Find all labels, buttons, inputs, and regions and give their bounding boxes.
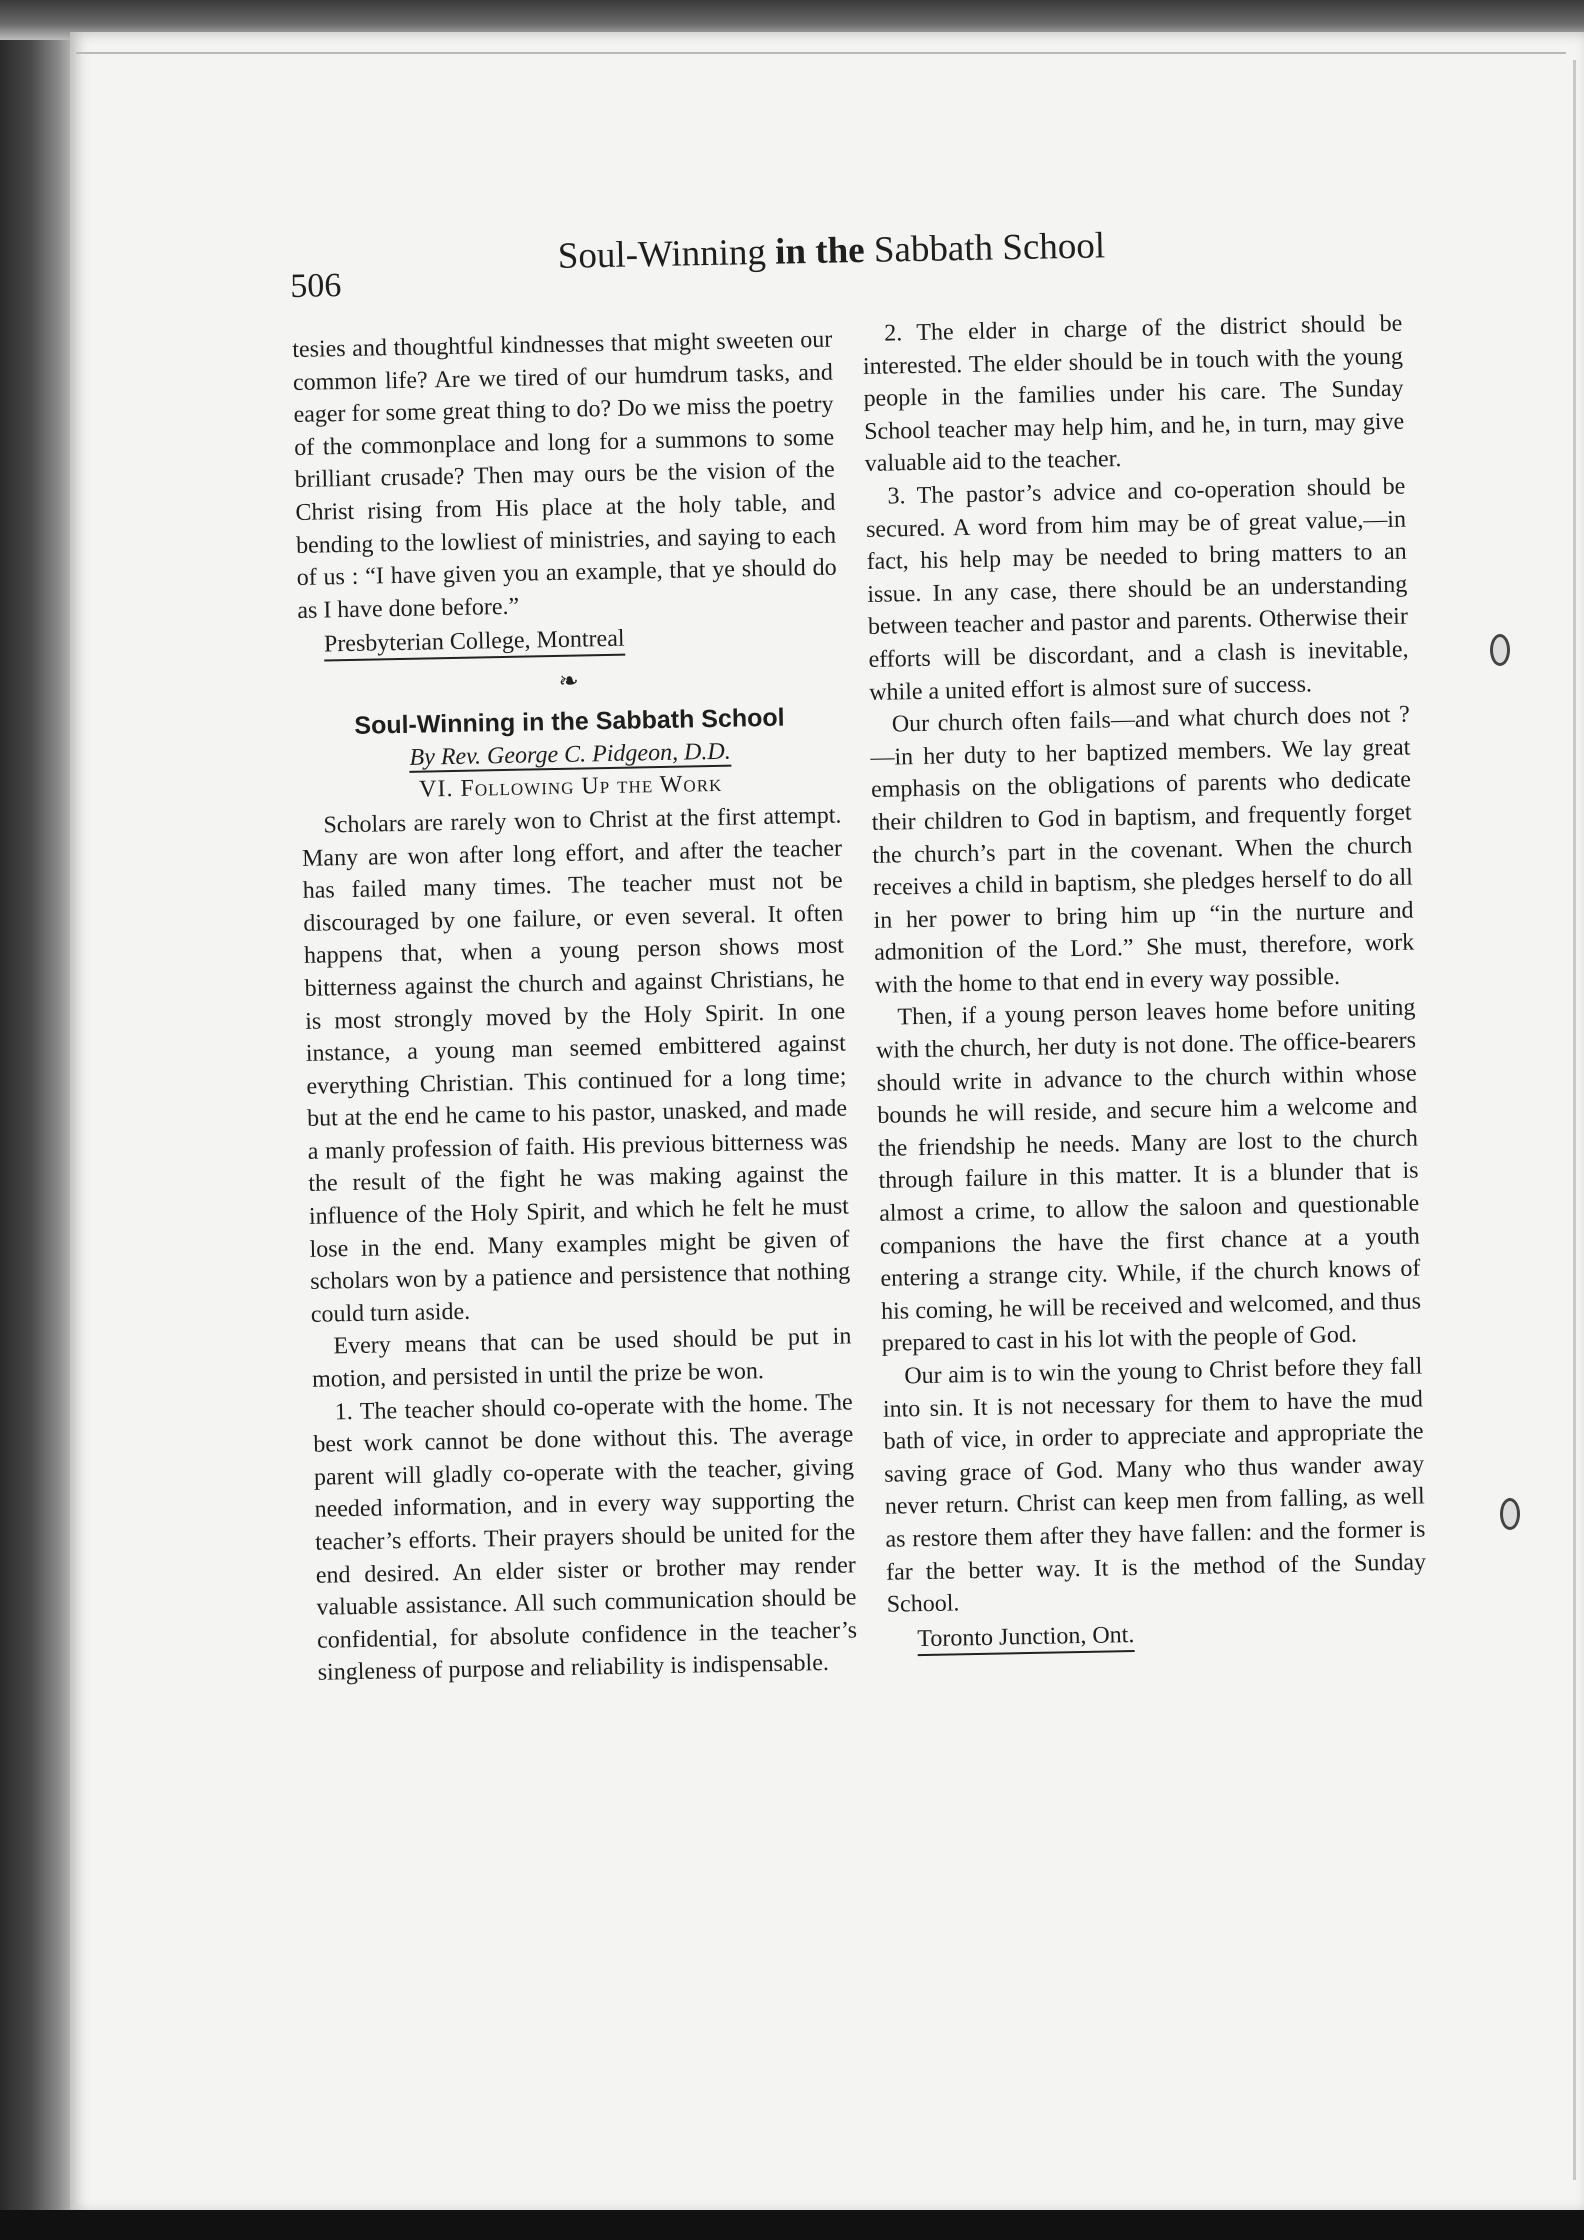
signature	[298, 623, 625, 661]
binding-hole-mark	[1500, 1498, 1520, 1530]
page-number: 506	[289, 267, 342, 305]
body-paragraph: 2. The elder in charge of the district should be interested. The elder should be in touch with the young people in the families under his care. The Sunday School teacher may help him, and he, in turn, may give valuable aid to the teacher.	[862, 310, 1405, 478]
body-paragraph: 3. The pastor’s advice and co-operation should be secured. A word from him may be of great value,—in fact, his help may be needed to bring matters to an issue. In any case, there should be an understanding between teacher and pastor and parents. Otherwise their efforts will be discordant, and a clash is inevitable, while a united effort is almost sure of success.	[865, 473, 1409, 706]
body-paragraph: Every means that can be used should be put in motion, and persisted in until the prize be won.	[311, 1323, 852, 1393]
running-title-post: Sabbath School	[864, 225, 1106, 271]
ornament-divider: ❧	[558, 668, 580, 695]
scan-bottom-border	[0, 2210, 1584, 2240]
running-title-pre: Soul-Winning	[557, 231, 776, 277]
place-signature	[887, 1619, 1135, 1656]
byline-text: By Rev. George C. Pidgeon, D.D.	[409, 738, 731, 771]
right-column	[862, 308, 1428, 1656]
article-title: Soul-Winning in the Sabbath School	[354, 703, 785, 740]
body-paragraph: Our aim is to win the young to Christ before they fall into sin. It is not necessary for them to have the mud bath of vice, in order to appreciate and appropriate the saving grace of God. Many who thus wander away never return. Christ can keep men from falling, as well as restore them after they have fallen: and the former is far the better way. It is the method of the Sunday School.	[882, 1353, 1427, 1618]
book-spine-shadow	[0, 0, 78, 2240]
binding-hole-mark	[1490, 634, 1510, 666]
intro-paragraph: tesies and thoughtful kindnesses that might sweeten our common life? Are we tired of our humdrum tasks, and eager for some great thing to do? Do we miss the poetry of the commonplace and long for a summons to some brilliant crusade? Then may ours be the vision of the Christ rising from His place at the holy table, and bending to the lowliest of ministries, and saying to each of us : “I have given you an example, that ye should do as I have done before.”	[292, 326, 837, 624]
body-paragraph: Then, if a young person leaves home before uniting with the church, her duty is not done. The office-bearers should write in advance to the church within whose bounds he will reside, and secure him a welcome and the friendship he needs. Many are lost to the church through failure in this matter. It is a blunder that is almost a crime, to allow the saloon and questionable companions the have the first chance at a youth entering a strange city. While, if the church knows of his coming, he will be received and welcomed, and thus prepared to cast in his lot with the people of God.	[875, 994, 1422, 1358]
running-title	[557, 224, 1105, 277]
section-heading: VI. Following Up the Work	[418, 770, 723, 803]
left-column	[292, 324, 858, 1690]
page-right-edge	[1573, 60, 1576, 2180]
body-paragraph: Scholars are rarely won to Christ at the first attempt. Many are won after long effort, and after the teacher has failed many times. The teacher must not be discouraged by one failure, or even several. It often happens that, when a young person shows most bitterness against the church and against Christians, he is most strongly moved by the Holy Spirit. In one instance, a young man seemed embittered against everything Christian. This continued for a long time; but at the end he came to his pastor, unasked, and made a manly profession of faith. His previous bitterness was the result of the fight he was making against the influence of the Holy Spirit, and which he felt he must lose in the end. Many examples might be given of scholars won by a patience and persistence that nothing could turn aside.	[301, 802, 851, 1328]
page-top-edge	[76, 52, 1566, 54]
place-text: Toronto Junction, Ont.	[917, 1622, 1135, 1656]
body-paragraph: Our church often fails—and what church does not ?—in her duty to her baptized members. We lay great emphasis on the obligations of parents who dedicate their children to God in baptism, and frequently forget the church’s part in the covenant. When the church receives a child in baptism, she pledges herself to do all in her power to bring him up “in the nurture and admonition of the Lord.” She must, therefore, work with the home to that end in every way possible.	[870, 701, 1415, 999]
body-paragraph: 1. The teacher should co-operate with the home. The best work cannot be done without this. The average parent will gladly co-operate with the teacher, giving needed information, and in every way supporting the teacher’s efforts. Their prayers should be united for the end desired. An elder sister or brother may render valuable assistance. All such communication should be confidential, for absolute confidence in the teacher’s singleness of purpose and reliability is indispensable.	[313, 1389, 858, 1687]
running-title-bold: in the	[774, 229, 865, 273]
signature-text: Presbyterian College, Montreal	[324, 626, 625, 662]
